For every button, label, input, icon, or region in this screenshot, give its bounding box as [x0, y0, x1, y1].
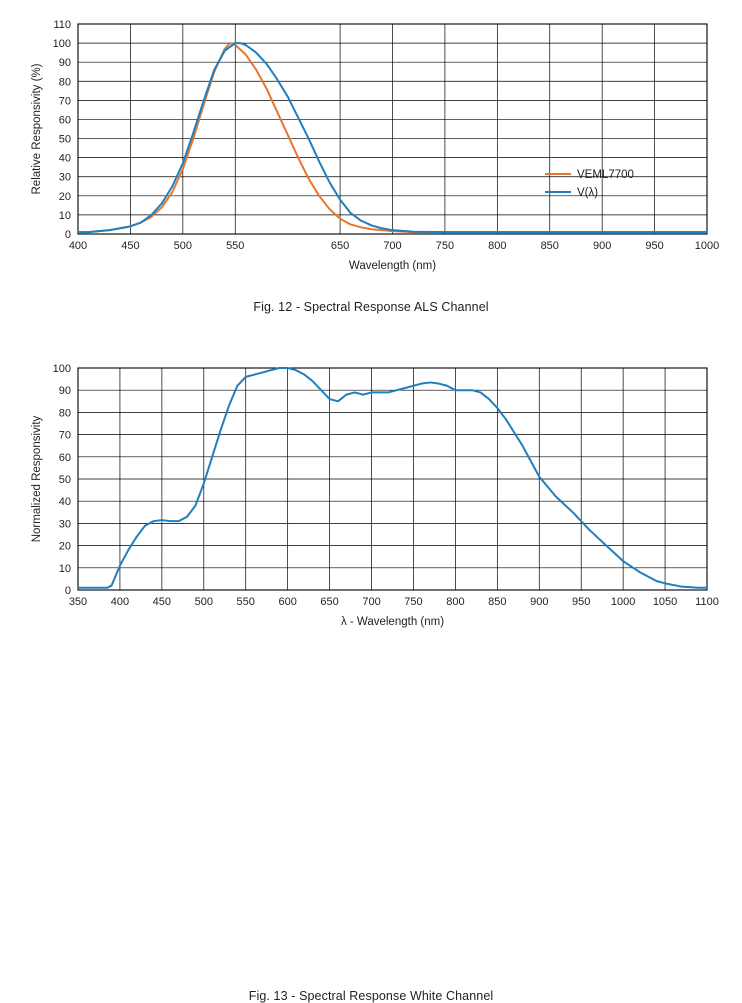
svg-text:450: 450: [152, 596, 172, 608]
figure-spectral-response-white: [0, 340, 742, 1003]
svg-text:350: 350: [68, 596, 88, 608]
svg-text:90: 90: [58, 385, 71, 398]
svg-text:Relative Responsivity (%): Relative Responsivity (%): [31, 63, 43, 195]
series-line: [78, 368, 707, 588]
svg-text:750: 750: [435, 240, 455, 252]
svg-text:100: 100: [52, 363, 71, 375]
svg-text:700: 700: [383, 240, 402, 252]
svg-text:90: 90: [58, 57, 71, 70]
svg-text:60: 60: [58, 114, 71, 127]
svg-text:600: 600: [278, 596, 297, 608]
svg-text:700: 700: [362, 596, 381, 608]
svg-text:50: 50: [58, 474, 71, 486]
chart-white-channel: [0, 340, 742, 640]
svg-text:1100: 1100: [695, 596, 719, 608]
svg-text:60: 60: [58, 451, 71, 464]
white-chart-svg: [0, 340, 742, 640]
als-chart-svg: [0, 0, 742, 295]
svg-text:800: 800: [446, 596, 465, 608]
svg-text:70: 70: [58, 95, 71, 108]
svg-text:550: 550: [236, 596, 255, 608]
svg-text:Wavelength (nm): Wavelength (nm): [348, 260, 437, 272]
svg-text:400: 400: [110, 596, 130, 608]
svg-text:800: 800: [488, 240, 507, 252]
svg-text:0: 0: [64, 585, 71, 597]
svg-text:20: 20: [58, 540, 71, 553]
svg-text:10: 10: [58, 209, 71, 222]
chart-als-channel: [0, 0, 742, 295]
svg-text:550: 550: [226, 240, 245, 252]
svg-text:0: 0: [64, 229, 71, 241]
svg-text:30: 30: [58, 171, 71, 184]
svg-text:650: 650: [330, 240, 350, 252]
svg-text:40: 40: [58, 496, 71, 509]
svg-text:80: 80: [58, 407, 71, 420]
svg-text:50: 50: [58, 133, 71, 146]
svg-text:80: 80: [58, 76, 71, 89]
svg-text:110: 110: [53, 19, 71, 31]
figure-13-caption: Fig. 13 - Spectral Response White Channel: [248, 989, 494, 1003]
svg-text:500: 500: [173, 240, 193, 252]
svg-text:900: 900: [530, 596, 549, 608]
svg-text:Normalized Responsivity: Normalized Responsivity: [31, 415, 43, 543]
svg-text:20: 20: [58, 190, 71, 203]
svg-text:950: 950: [572, 596, 591, 608]
svg-text:450: 450: [121, 240, 140, 252]
svg-text:1050: 1050: [652, 596, 678, 608]
figure-spectral-response-als: [0, 0, 742, 330]
svg-text:650: 650: [320, 596, 339, 608]
svg-text:70: 70: [58, 429, 71, 442]
svg-text:V(λ): V(λ): [577, 187, 599, 199]
svg-text:900: 900: [592, 240, 612, 252]
svg-text:1000: 1000: [610, 596, 636, 608]
svg-text:30: 30: [58, 518, 71, 531]
svg-text:400: 400: [68, 240, 88, 252]
svg-text:10: 10: [58, 562, 71, 575]
svg-text:1000: 1000: [694, 240, 720, 252]
svg-text:40: 40: [58, 152, 71, 165]
svg-text:500: 500: [194, 596, 213, 608]
svg-text:950: 950: [645, 240, 664, 252]
svg-text:750: 750: [404, 596, 423, 608]
svg-text:λ - Wavelength (nm): λ - Wavelength (nm): [340, 616, 445, 628]
svg-text:850: 850: [540, 240, 559, 252]
svg-text:VEML7700: VEML7700: [577, 169, 634, 181]
svg-text:850: 850: [488, 596, 507, 608]
figure-12-caption: Fig. 12 - Spectral Response ALS Channel: [253, 300, 489, 314]
svg-text:100: 100: [52, 38, 71, 51]
